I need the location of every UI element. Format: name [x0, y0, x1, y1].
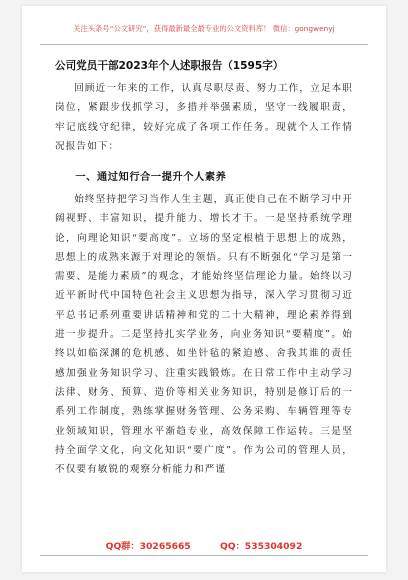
body-paragraph: 始终坚持把学习当作人生主题，真正使自己在不断学习中开阔视野、丰富知识，提升能力、增长才干。一是坚持系统学理论，向理论知识“要高度”。立场的坚定根植于思想上的成熟，思想上的成熟来源于对理论的领悟。只有不断强化“学习是第一需要、是能力素质”的观念，才能始终坚信理论力量。始终以习近平新时代中国特色社会主义思想为指导，深入学习贯彻习近平总书记系列重要讲话精神和党的二十大精神，理论素养得到进一步提升。二是坚持扎实学业务，向业务知识“要精度”。始终以如临深渊的危机感、如坐针毡的紧迫感、舍我其谁的责任感加强业务知识学习、注重实践锻炼。在日常工作中主动学习法律、财务、预算、造价等相关业务知识，特别是修订后的一系列工作制度，熟练掌握财务管理、公务采购、车辆管理等专业领域知识，管理水平渐趋专业，高效保障工作运转。三是坚持全面学文化，向文化知识“要广度”。作为公司的管理人员，不仅要有敏锐的观察分析能力和严谨: [55, 194, 353, 476]
document-title: 公司党员干部2023年个人述职报告（1595字）: [55, 60, 284, 72]
footer-qq: QQ：535304092: [220, 541, 303, 552]
intro-paragraph: 回顾近一年来的工作，认真尽职尽责、努力工作，立足本职岗位，紧跟步伐抓学习，多措并举强素质，坚守一线履职责，牢记底线守纪律，较好完成了各项工作任务。现就个人工作情况报告如下：: [55, 83, 353, 152]
header-banner: 关注头条号“公文研究”，获得最新最全最专业的公文资料库！ 微信：gongwenyj: [73, 24, 335, 33]
document-page: [22, 6, 386, 572]
footer-contacts: [22, 538, 386, 552]
footer-divider: [40, 555, 368, 556]
footer-qq-group: QQ群：30265665: [105, 541, 191, 552]
section-heading: 一、通过知行合一提升个人素养: [75, 172, 227, 183]
header-divider: [40, 44, 368, 45]
